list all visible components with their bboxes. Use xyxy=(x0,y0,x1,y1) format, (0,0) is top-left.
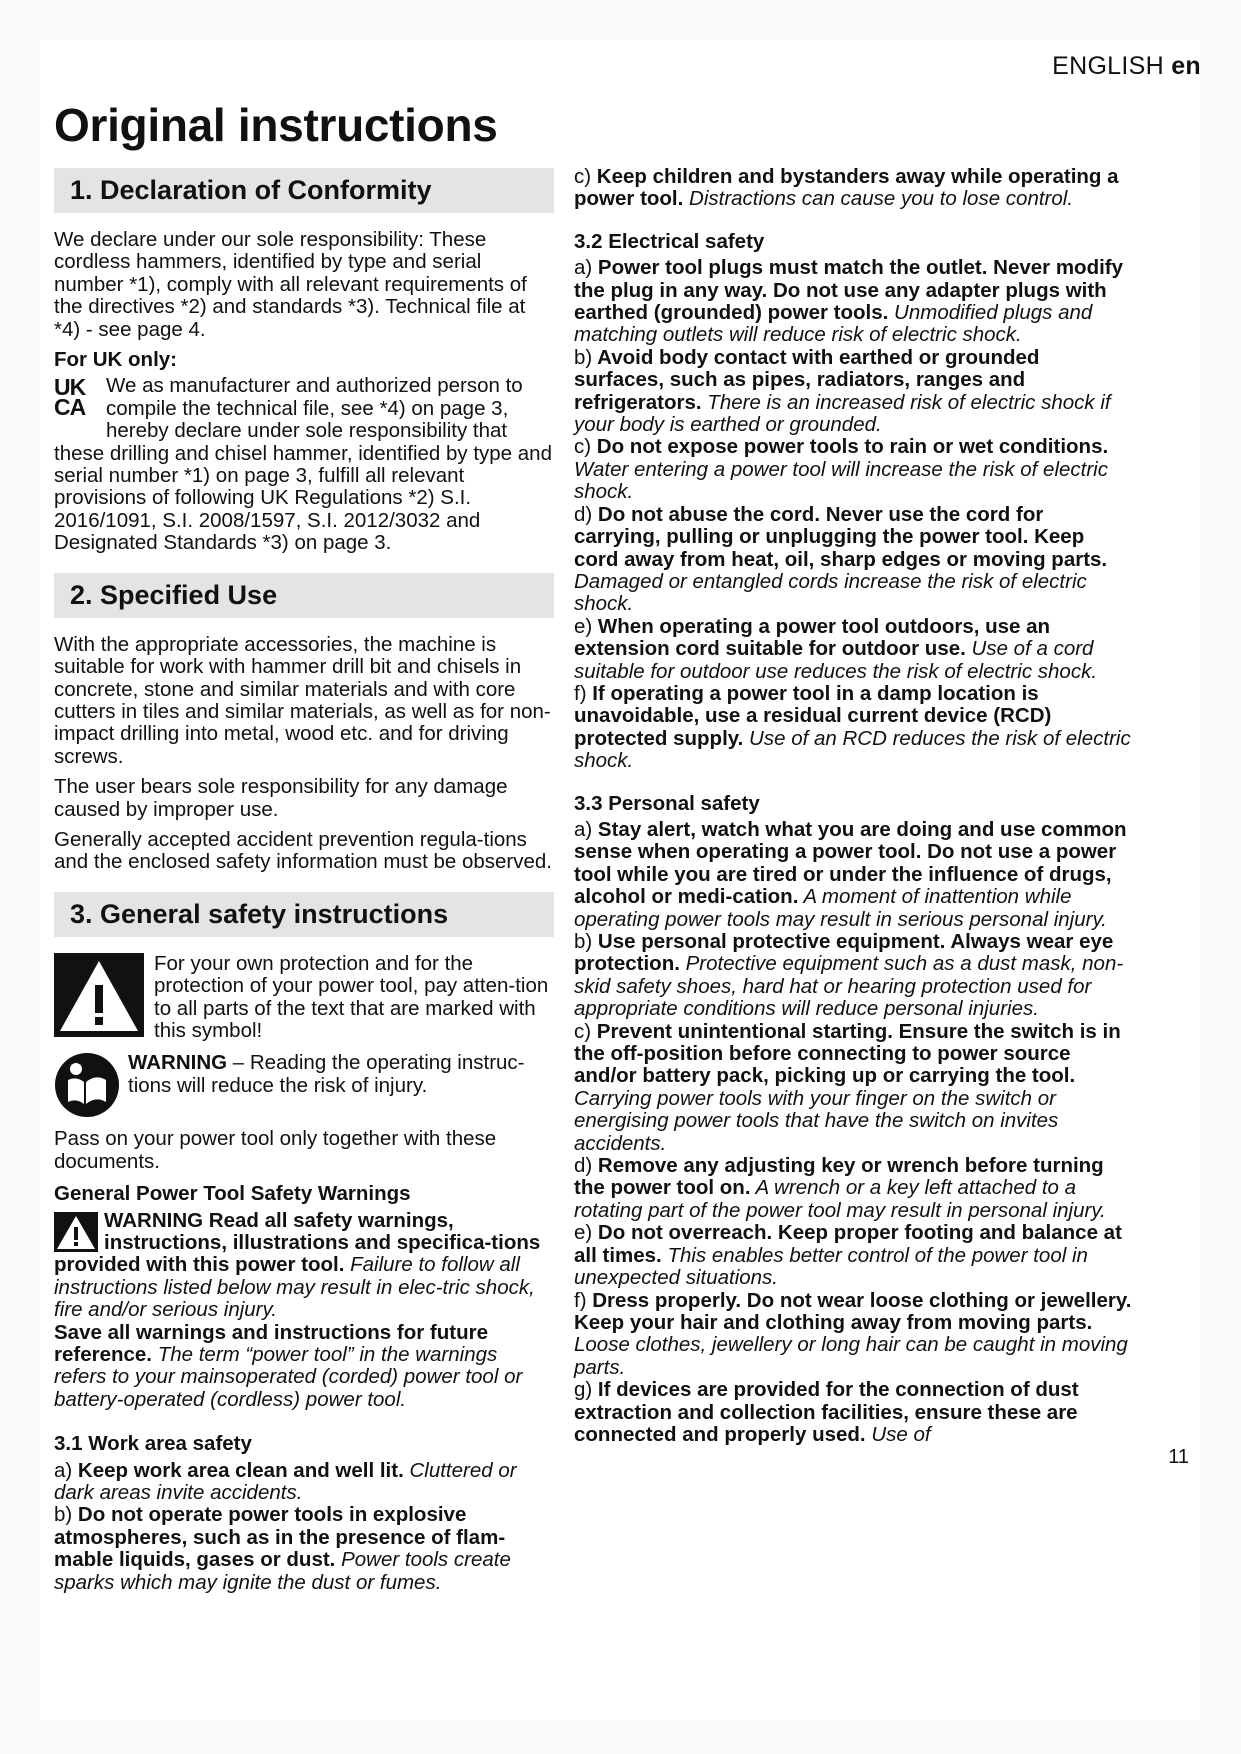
list-item: f) Dress properly. Do not wear loose clothing or jewellery. Keep your hair and clothing away from moving parts. Loose clothes, jewellery or long hair can be caught in moving parts. xyxy=(574,1288,1132,1379)
read-manual-warning-text: WARNING – Reading the operating instruc-tions will reduce the risk of injury. xyxy=(128,1051,525,1097)
list-item: f) If operating a power tool in a damp location is unavoidable, use a residual current device (RCD) protected supply. Use of an RCD reduces the risk of electric shock. xyxy=(574,681,1131,773)
list-item: a) Stay alert, watch what you are doing and use common sense when operating a power tool. Do not use a power tool while you are tired or under the influence of drugs, alcohol or medi-cation. A moment of inattention while operating power tools may result in serious personal injury. xyxy=(574,817,1127,931)
list-item: b) Use personal protective equipment. Always wear eye protection. Protective equipment such as a dust mask, non-skid safety shoes, hard hat or hearing protection used for appropriate conditions will reduce personal injuries. xyxy=(574,930,1124,1021)
page-number: 11 xyxy=(1168,1446,1189,1468)
list-item: g) If devices are provided for the connection of dust extraction and collection facilities, ensure these are connected and properly used. Use of xyxy=(574,1378,1079,1446)
section-heading-specified-use: 2. Specified Use xyxy=(54,573,554,618)
symbol-notice xyxy=(54,953,554,1043)
electrical-safety-heading: 3.2 Electrical safety xyxy=(574,229,765,253)
uk-declaration-text: We as manufacturer and authorized person to compile the technical file, see *4) on page 3, hereby declare under sole responsibility that these drilling and chisel hammer, identified by type and serial number *1) on page 3, fulfill all relevant provisions of following UK Regulations *2) S.I. 2016/1091, S.I. 2008/1597, S.I. 2012/3032 and Designated Standards *3) on page 3. xyxy=(54,374,552,555)
ukca-mark-icon: UK CA xyxy=(54,374,86,421)
page-title: Original instructions xyxy=(54,99,498,151)
electrical-safety-list xyxy=(574,257,1134,772)
read-manual-icon xyxy=(54,1052,120,1118)
work-area-item-b: b) Do not operate power tools in explosive atmospheres, such as in the presence of flam-mable liquids, gases or dust. Power tools create sparks which may ignite the dust or fumes. xyxy=(54,1503,511,1594)
work-area-safety-heading: 3.1 Work area safety xyxy=(54,1432,252,1456)
section-heading-general-safety: 3. General safety instructions xyxy=(54,892,554,937)
save-warnings-text: Save all warnings and instructions for future reference. The term “power tool” in the warnings refers to your mainsoperated (corded) power tool or battery-operated (cordless) power tool. xyxy=(54,1320,523,1411)
list-item: a) Power tool plugs must match the outlet. Never modify the plug in any way. Do not use any adapter plugs with earthed (grounded) power tools. Unmodified plugs and matching outlets will reduce risk of electric shock. xyxy=(574,256,1124,347)
warning-triangle-small-icon xyxy=(54,1212,98,1252)
personal-safety-list xyxy=(574,819,1134,1446)
list-item: d) Remove any adjusting key or wrench before turning the power tool on. A wrench or a key left attached to a rotating part of the power tool may result in personal injury. xyxy=(574,1154,1106,1222)
declaration-text: We declare under our sole responsibility: These cordless hammers, identified by type and serial number *1), comply with all relevant requirements of the directives *2) and standards *3). Technical file at *4) - see page 4. xyxy=(54,228,527,341)
list-item: d) Do not abuse the cord. Never use the cord for carrying, pulling or unplugging the power tool. Keep cord away from heat, oil, sharp edges or moving parts. Damaged or entangled cords increase the risk of electric shock. xyxy=(574,502,1108,616)
list-item: c) Prevent unintentional starting. Ensure the switch is in the off-position before connecting to power source and/or battery pack, picking up or carrying the tool. Carrying power tools with your finger on the switch or energising power tools that have the switch on invites accidents. xyxy=(574,1019,1121,1155)
responsibility-text: The user bears sole responsibility for any damage caused by improper use. xyxy=(54,775,508,821)
symbol-notice-text: For your own protection and for the protection of your power tool, pay atten-tion to all parts of the text that are marked with this symbol! xyxy=(154,951,549,1042)
language-label: ENGLISH en xyxy=(1052,52,1201,80)
list-item: c) Do not expose power tools to rain or wet conditions. Water entering a power tool will increase the risk of electric shock. xyxy=(574,435,1109,504)
pass-on-text: Pass on your power tool only together with these documents. xyxy=(54,1127,497,1173)
section-heading-declaration: 1. Declaration of Conformity xyxy=(54,168,554,213)
personal-safety-heading: 3.3 Personal safety xyxy=(574,791,760,815)
general-warning xyxy=(54,1210,554,1322)
work-area-item-a: a) Keep work area clean and well lit. Cluttered or dark areas invite accidents. xyxy=(54,1458,517,1505)
list-item: b) Avoid body contact with earthed or grounded surfaces, such as pipes, radiators, ranges and refrigerators. There is an increased risk of electric shock if your body is earthed or grounded. xyxy=(574,345,1111,437)
general-warning-text: WARNING Read all safety warnings, instructions, illustrations and specifica-tions provided with this power tool. Failure to follow all instructions listed below may result in elec-tric shock, fire and/or serious injury. xyxy=(54,1208,541,1322)
specified-use-text: With the appropriate accessories, the machine is suitable for work with hammer drill bit and chisels in concrete, stone and similar materials and with core cutters in tiles and similar materials, as well as for non-impact drilling into metal, wood etc. and for driving screws. xyxy=(54,632,551,768)
warning-triangle-icon xyxy=(54,953,144,1037)
right-column xyxy=(574,166,1134,1446)
left-column xyxy=(54,168,554,1594)
list-item: e) Do not overreach. Keep proper footing and balance at all times. This enables better control of the power tool in unexpected situations. xyxy=(574,1221,1122,1290)
gptsw-heading: General Power Tool Safety Warnings xyxy=(54,1182,411,1206)
read-manual-warning xyxy=(54,1052,554,1118)
list-item: e) When operating a power tool outdoors, use an extension cord suitable for outdoor use. Use of a cord suitable for outdoor use reduces the risk of electric shock. xyxy=(574,614,1098,683)
work-area-item-c: c) Keep children and bystanders away while operating a power tool. Distractions can cause you to lose control. xyxy=(574,165,1119,211)
uk-only-heading: For UK only: xyxy=(54,348,177,372)
accident-prevention-text: Generally accepted accident prevention regula-tions and the enclosed safety information must be observed. xyxy=(54,827,552,874)
uk-declaration xyxy=(54,375,554,554)
